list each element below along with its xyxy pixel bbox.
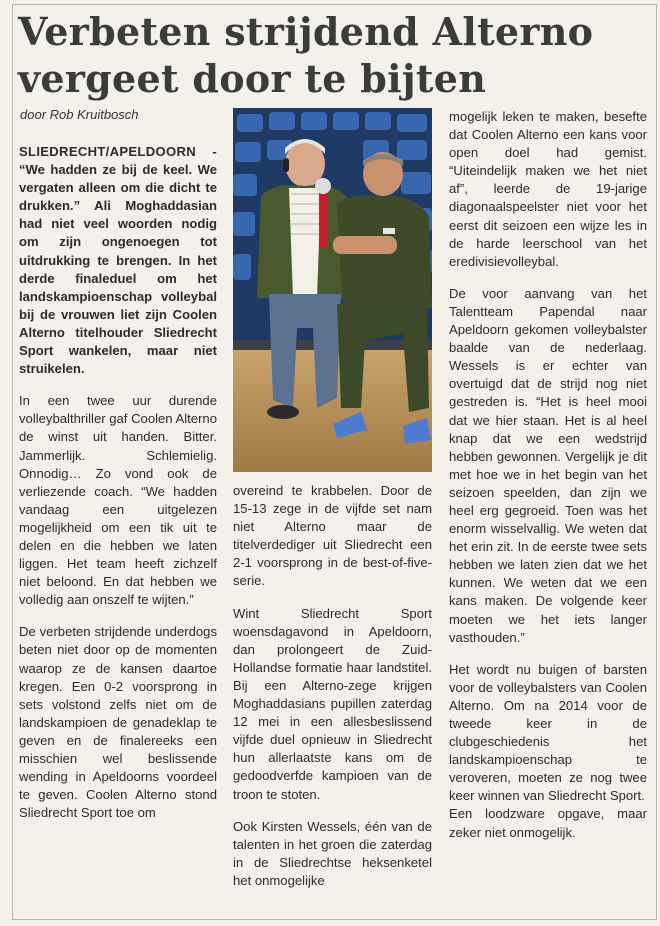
lead-text: “We hadden ze bij de keel. We vergaten alleen om die dicht te drukken.” Ali Moghaddasian had niet veel woorden nodig om zijn ongenoegen tot uitdrukking te brengen. In het derde finaleduel om het landskampioenschap volleybal bij de vrouwen liet zijn Coolen Alterno titelhouder Sliedrecht Sport wankelen, maar niet struikelen. — [19, 162, 217, 377]
headline-line-1: Verbeten strijdend Alterno — [18, 9, 594, 54]
photo-coach-interview — [233, 108, 432, 472]
photo-illustration — [233, 108, 432, 472]
paragraph: Wint Sliedrecht Sport woensdagavond in Apeldoorn, dan prolongeert de Zuid-Hollandse formatie haar landstitel. Bij een Alterno-zege krijgen Moghaddasians pupillen zaterdag 12 mei in een allesbeslissend vijfde duel opnieuw in Sliedrecht hun allerlaatste kans om de gedoodverfde kampioen van de troon te stoten. — [233, 605, 432, 802]
headline-line-2: vergeet door te bijten — [18, 56, 487, 101]
dateline: SLIEDRECHT/APELDOORN - — [19, 144, 217, 159]
paragraph: overeind te krabbelen. Door de 15-13 zege in de vijfde set nam niet Alterno maar de titelverdediger uit Sliedrecht een 2-1 voorsprong in de best-of-five-serie. — [233, 483, 432, 589]
paragraph: De voor aanvang van het Talentteam Papendal naar Apeldoorn gekomen volleybalster baalde van de nederlaag. Wessels is er echter van overtuigd dat de strijd nog niet gestreden is. “Het is heel mooi dat we hier staan. Het is al heel knap dat we een wedstrijd hebben gewonnen. Vergelijk je dit met hoe we in het begin van het seizoen speelden, dan zijn we heel erg gegroeid. Toen was het enorm wisselvallig. We weten dat het erin zit. In de eerste twee sets hebben we laten zien dat we het kunnen. We weten dat we een kans maken. De volgende keer moeten we het iets langer vasthouden.” — [449, 285, 647, 645]
paragraph: Een loodzware opgave, maar zeker niet onmogelijk. — [449, 806, 647, 840]
headline — [18, 8, 648, 102]
paragraph: Het wordt nu buigen of barsten voor de volleybalsters van Coolen Alterno. Om na 2014 voor de tweede keer in de clubgeschiedenis het landskampioenschap te veroveren, moeten ze nog twee keer winnen van Sliedrecht Sport. — [449, 661, 647, 804]
paragraph: Ook Kirsten Wessels, één van de talenten in het groen die zaterdag in de Sliedrechtse heksenketel het onmogelijke — [233, 818, 432, 888]
column-1 — [19, 143, 217, 836]
paragraph: In een twee uur durende volleybalthriller gaf Coolen Alterno de winst uit handen. Bitter. Jammerlijk. Schlemielig. Onnodig… Zo vond ook de verliezende coach. “We hadden vandaag een uitgelezen mogelijkheid om een tik uit te delen en die hebben we laten liggen. Het team heeft zichzelf niet beloond. En dat hebben we volledig aan onszelf te wijten.” — [19, 393, 217, 608]
paragraph: De verbeten strijdende underdogs beten niet door op de momenten waarop ze de kansen daartoe kregen. Een 0-2 voorsprong in sets volstond zelfs niet om de landskampioen de genadeklap te geven en de finalereeks een misschien wel beslissende wending in Apeldoorns voordeel te geven. Coolen Alterno stond Sliedrecht Sport toe om — [19, 624, 217, 821]
column-2 — [233, 482, 432, 904]
column-3 — [449, 108, 647, 856]
paragraph: mogelijk leken te maken, besefte dat Coolen Alterno een kans voor open doel had gemist. “Uiteindelijk maken we het niet af”, leerde de 19-jarige diagonaalspeelster niet voor het eerst dit seizoen een wijze les in de harde leerschool van het eredivisievolleybal. — [449, 109, 647, 269]
lead-paragraph — [19, 143, 217, 378]
byline: door Rob Kruitbosch — [20, 107, 139, 122]
